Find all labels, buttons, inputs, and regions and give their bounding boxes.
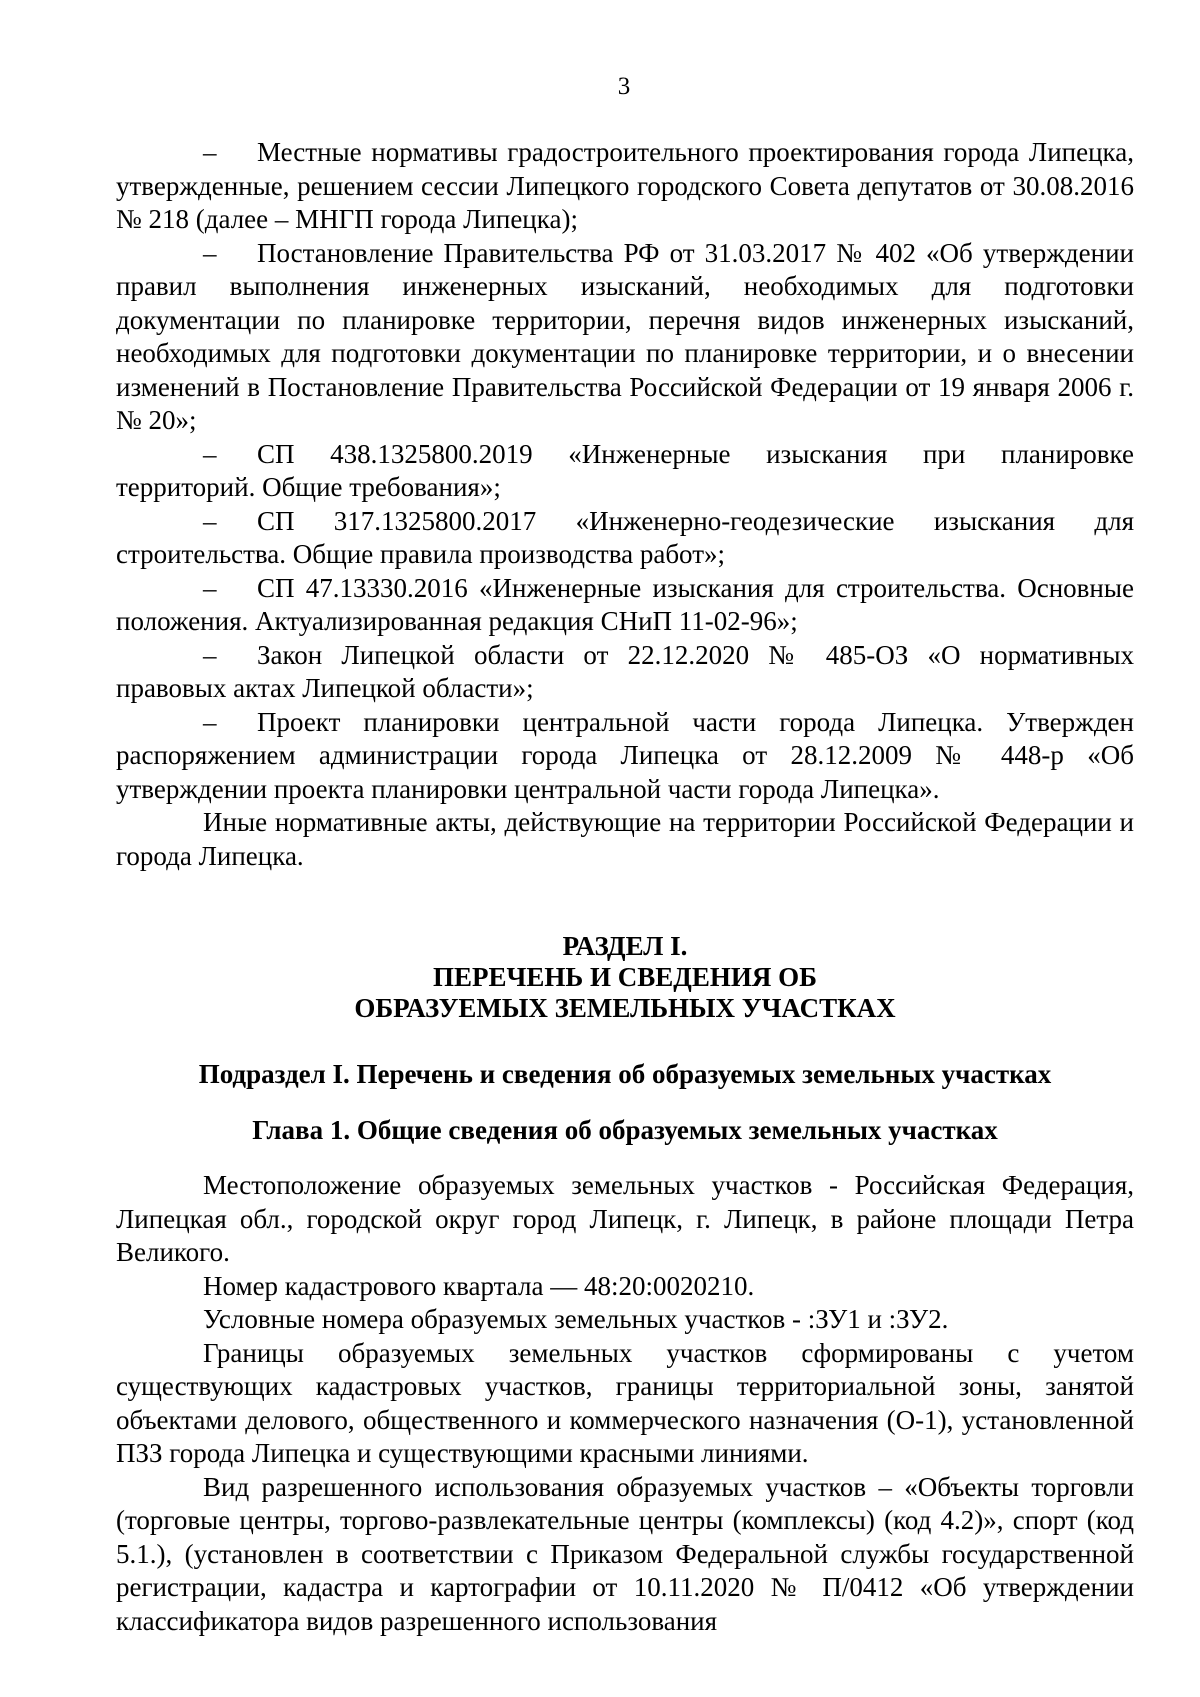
list-dash: – xyxy=(203,137,217,167)
list-dash: – xyxy=(203,572,217,603)
closing-paragraph: Иные нормативные акты, действующие на территории Российской Федерации и города Липецка. xyxy=(116,807,1134,871)
list-item xyxy=(116,572,1134,639)
list-item xyxy=(116,639,1134,706)
list-item xyxy=(116,706,1134,807)
list-dash: – xyxy=(203,438,217,469)
list-item-text: Постановление Правительства РФ от 31.03.2017 № 402 «Об утверждении правил выполнения инженерных изысканий, необходимых для подготовки документации по планировке территории, перечня видов инженерных изысканий, необходимых для подготовки документации по планировке территории, и о внесении изменений в Постановление Правительства Российской Федерации от 19 января 2006 г. № 20»; xyxy=(116,237,1134,435)
list-dash: – xyxy=(203,706,217,737)
list-item xyxy=(116,505,1134,572)
paragraph: Номер кадастрового квартала — 48:20:0020210. xyxy=(203,1270,755,1301)
list-item xyxy=(116,136,1134,237)
list-item xyxy=(116,438,1134,505)
list-item-text: Проект планировки центральной части города Липецка. Утвержден распоряжением администрации города Липецка от 28.12.2009 № 448-р «Об утверждении проекта планировки центральной части города Липецка». xyxy=(116,706,1134,804)
list-item-text: СП 47.13330.2016 «Инженерные изыскания для строительства. Основные положения. Актуализированная редакция СНиП 11-02-96»; xyxy=(116,572,1134,636)
subsection-title: Подраздел I. Перечень и сведения об образуемых земельных участках xyxy=(198,1059,1052,1089)
list-item-text: Закон Липецкой области от 22.12.2020 № 485-ОЗ «О нормативных правовых актах Липецкой области»; xyxy=(116,639,1134,703)
list-item-text: СП 317.1325800.2017 «Инженерно-геодезические изыскания для строительства. Общие правила производства работ»; xyxy=(116,505,1134,569)
document-body xyxy=(116,136,1134,1638)
paragraph: Местоположение образуемых земельных участков - Российская Федерация, Липецкая обл., городской округ город Липецк, г. Липецк, в районе площади Петра Великого. xyxy=(116,1170,1134,1267)
list-item-text: Местные нормативы градостроительного проектирования города Липецка, утвержденные, решением сессии Липецкого городского Совета депутатов от 30.08.2016 № 218 (далее – МНГП города Липецка); xyxy=(116,137,1134,234)
section-title-line: ПЕРЕЧЕНЬ И СВЕДЕНИЯ ОБ xyxy=(433,962,817,992)
chapter-body xyxy=(116,1169,1134,1638)
list-dash: – xyxy=(203,639,217,670)
list-dash: – xyxy=(203,237,217,268)
paragraph: Вид разрешенного использования образуемых участков – «Объекты торговли (торговые центры, торгово-развлекательные центры (комплексы) (код 4.2)», спорт (код 5.1.), (установлен в соответствии с Приказом Федеральной службы государственной регистрации, кадастра и картографии от 10.11.2020 № П/0412 «Об утверждении классификатора видов разрешенного использования xyxy=(116,1471,1134,1636)
list-dash: – xyxy=(203,505,217,536)
list-item-text: СП 438.1325800.2019 «Инженерные изыскания при планировке территорий. Общие требования»; xyxy=(116,438,1134,502)
chapter-title: Глава 1. Общие сведения об образуемых земельных участках xyxy=(252,1114,998,1145)
section-title xyxy=(116,931,1134,1024)
section-title-line: РАЗДЕЛ I. xyxy=(562,931,688,961)
paragraph: Условные номера образуемых земельных участков - :ЗУ1 и :ЗУ2. xyxy=(203,1304,949,1334)
page-number: 3 xyxy=(617,73,631,100)
paragraph: Границы образуемых земельных участков сформированы с учетом существующих кадастровых участков, границы территориальной зоны, занятой объектами делового, общественного и коммерческого назначения (О-1), установленной ПЗЗ города Липецка и существующими красными линиями. xyxy=(116,1337,1134,1468)
section-title-line: ОБРАЗУЕМЫХ ЗЕМЕЛЬНЫХ УЧАСТКАХ xyxy=(354,993,896,1023)
list-item xyxy=(116,237,1134,438)
